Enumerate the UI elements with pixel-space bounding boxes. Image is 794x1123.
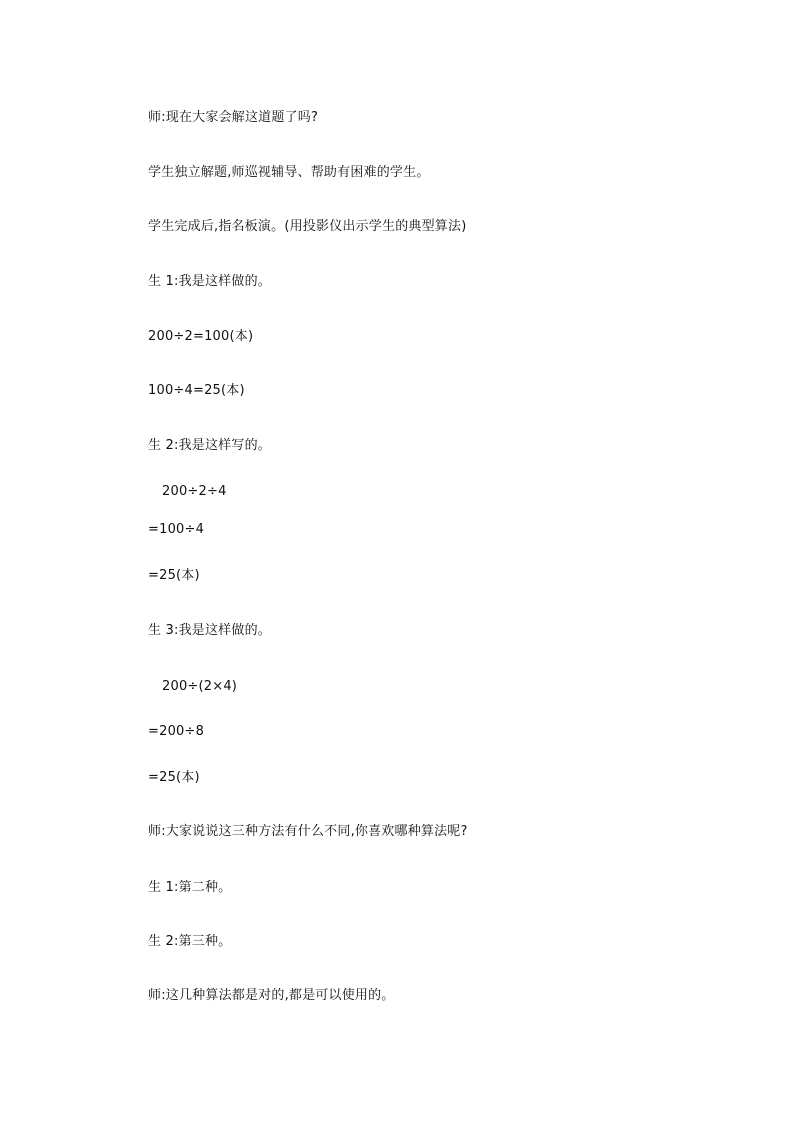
student-3-step-2: =25(本) (148, 770, 200, 785)
student-3-step-1: =200÷8 (148, 724, 205, 739)
teacher-conclusion-line: 师:这几种算法都是对的,都是可以使用的。 (148, 988, 395, 1003)
student-1-answer-line: 生 1:第二种。 (148, 880, 232, 895)
student-3-intro-line: 生 3:我是这样做的。 (148, 623, 271, 638)
board-demo-line: 学生完成后,指名板演。(用投影仪出示学生的典型算法) (148, 219, 467, 234)
student-3-expression: 200÷(2×4) (162, 679, 238, 694)
student-2-expression: 200÷2÷4 (162, 484, 227, 499)
student-2-step-1: =100÷4 (148, 522, 205, 537)
student-1-step-1: 200÷2=100(本) (148, 329, 254, 344)
student-2-intro-line: 生 2:我是这样写的。 (148, 438, 271, 453)
student-2-step-2: =25(本) (148, 568, 200, 583)
teacher-question-line: 师:现在大家会解这道题了吗? (148, 110, 319, 125)
teacher-discussion-line: 师:大家说说这三种方法有什么不同,你喜欢哪种算法呢? (148, 824, 468, 839)
student-solving-line: 学生独立解题,师巡视辅导、帮助有困难的学生。 (148, 165, 430, 180)
student-1-step-2: 100÷4=25(本) (148, 383, 245, 398)
student-1-intro-line: 生 1:我是这样做的。 (148, 274, 271, 289)
student-2-answer-line: 生 2:第三种。 (148, 934, 232, 949)
